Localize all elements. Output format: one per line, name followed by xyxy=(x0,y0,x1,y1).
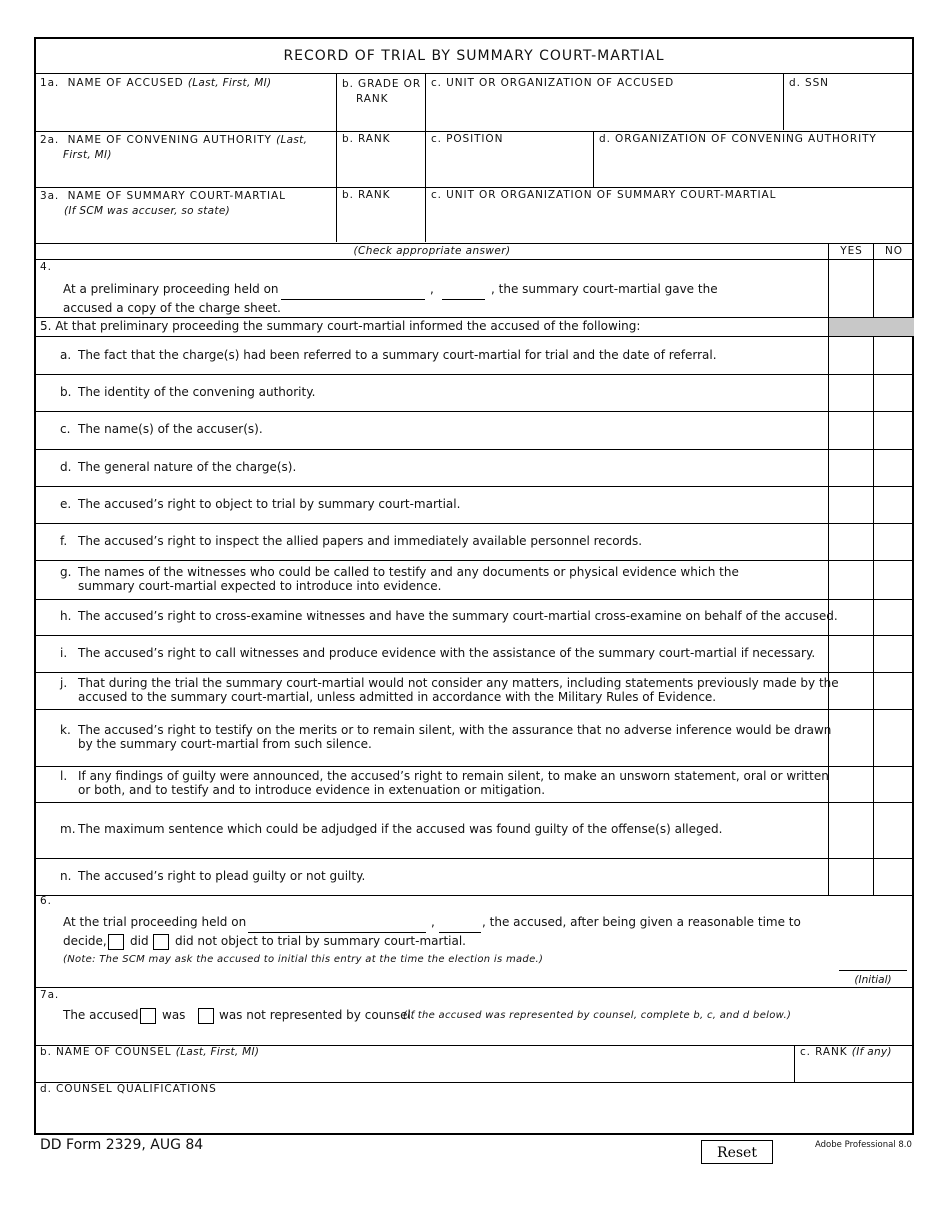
q5-item-letter: n. xyxy=(60,869,72,883)
q5-item xyxy=(36,802,828,858)
q5-item-yes-checkbox[interactable] xyxy=(829,635,873,672)
q7-was-checkbox[interactable] xyxy=(140,1008,156,1024)
q6-year-input[interactable] xyxy=(439,932,481,933)
q5-item-letter: i. xyxy=(60,646,68,660)
q5-item-text: The name(s) of the accuser(s). xyxy=(78,422,263,436)
q5-item-no-checkbox[interactable] xyxy=(874,635,914,672)
q5-item xyxy=(36,374,828,411)
q6-date-input[interactable] xyxy=(248,932,426,933)
q5-item-no-checkbox[interactable] xyxy=(874,486,914,523)
counsel-name-label: b. NAME OF COUNSEL (Last, First, MI) xyxy=(40,1046,260,1058)
q5-item-yes-checkbox[interactable] xyxy=(829,449,873,486)
q5-item-text: The names of the witnesses who could be called to testify and any documents or physical evidence which the xyxy=(78,565,739,579)
q5-item-no-checkbox[interactable] xyxy=(874,374,914,411)
q5-item-no-checkbox[interactable] xyxy=(874,766,914,802)
q5-item-letter: k. xyxy=(60,723,71,737)
q5-item-text: The accused’s right to cross-examine witnesses and have the summary court-martial cross-examine on behalf of the accused. xyxy=(78,609,838,623)
q5-item-text-cont: or both, and to testify and to introduce evidence in extenuation or mitigation. xyxy=(78,783,546,797)
q5-item-letter: a. xyxy=(60,348,72,362)
q5-item-text-cont: accused to the summary court-martial, unless admitted in accordance with the Military Rules of Evidence. xyxy=(78,690,717,704)
q5-item-letter: c. xyxy=(60,422,71,436)
q5-item-text: The accused’s right to testify on the merits or to remain silent, with the assurance that no adverse inference would be drawn xyxy=(78,723,832,737)
counsel-qualifications-label: d. COUNSEL QUALIFICATIONS xyxy=(40,1083,217,1095)
q5-item-text: The accused’s right to call witnesses and produce evidence with the assistance of the summary court-martial if necessary. xyxy=(78,646,816,660)
q5-item-no-checkbox[interactable] xyxy=(874,337,914,374)
no-header: NO xyxy=(885,245,903,257)
scm-name-label: 3a. NAME OF SUMMARY COURT-MARTIAL (If SCM was accuser, so state) xyxy=(40,190,286,217)
q5-item xyxy=(36,858,828,895)
q4-comma: , xyxy=(430,282,434,296)
ssn-label: d. SSN xyxy=(789,77,829,89)
q4-number: 4. xyxy=(40,261,52,273)
q5-item-letter: h. xyxy=(60,609,72,623)
position-label: c. POSITION xyxy=(431,133,504,145)
q4-date-input[interactable] xyxy=(281,299,425,300)
q5-item-no-checkbox[interactable] xyxy=(874,560,914,599)
q4-text-c: accused a copy of the charge sheet. xyxy=(63,301,281,315)
q7-hint: (If the accused was represented by counsel, complete b, c, and d below.) xyxy=(403,1010,792,1021)
divider xyxy=(36,317,912,318)
q5-intro: 5. At that preliminary proceeding the summary court-martial informed the accused of the following: xyxy=(40,319,641,333)
q5-item-yes-checkbox[interactable] xyxy=(829,337,873,374)
q5-item-letter: b. xyxy=(60,385,72,399)
q5-item xyxy=(36,709,832,766)
q5-item xyxy=(36,411,828,449)
accused-unit-label: c. UNIT OR ORGANIZATION OF ACCUSED xyxy=(431,77,675,89)
initial-input[interactable] xyxy=(839,970,907,971)
q5-item-no-checkbox[interactable] xyxy=(874,411,914,449)
q5-item xyxy=(36,337,828,374)
divider xyxy=(36,987,912,988)
q5-item xyxy=(36,672,839,709)
q5-item-text: The general nature of the charge(s). xyxy=(78,460,297,474)
q5-item-yes-checkbox[interactable] xyxy=(829,374,873,411)
q6-number: 6. xyxy=(40,895,52,907)
form-id: DD Form 2329, AUG 84 xyxy=(40,1137,204,1153)
q6-text-a: At the trial proceeding held on xyxy=(63,915,247,929)
divider xyxy=(36,259,912,260)
divider xyxy=(36,895,912,896)
q5-item-text: The fact that the charge(s) had been referred to a summary court-martial for trial and the date of referral. xyxy=(78,348,717,362)
q5-item-no-checkbox[interactable] xyxy=(874,858,914,895)
q5-item-text: If any findings of guilty were announced, the accused’s right to remain silent, to make an unsworn statement, oral or written xyxy=(78,769,829,783)
initial-label: (Initial) xyxy=(854,974,892,986)
q6-did-label: did xyxy=(130,934,149,948)
q5-item-text: That during the trial the summary court-martial would not consider any matters, including statements previously made by the xyxy=(78,676,839,690)
form-title: RECORD OF TRIAL BY SUMMARY COURT-MARTIAL xyxy=(283,48,665,64)
shaded-cell xyxy=(829,318,914,336)
q5-item-letter: d. xyxy=(60,460,72,474)
q5-item-yes-checkbox[interactable] xyxy=(829,411,873,449)
q5-item-text: The accused’s right to inspect the allied papers and immediately available personnel records. xyxy=(78,534,643,548)
q5-item-text: The accused’s right to plead guilty or not guilty. xyxy=(78,869,366,883)
q4-no-checkbox[interactable] xyxy=(874,260,914,317)
q5-item-letter: m. xyxy=(60,822,76,836)
q5-item-yes-checkbox[interactable] xyxy=(829,599,873,635)
divider xyxy=(36,243,912,244)
q5-item-yes-checkbox[interactable] xyxy=(829,672,873,709)
q5-item xyxy=(36,766,828,802)
yes-header: YES xyxy=(840,245,863,257)
q5-item-letter: l. xyxy=(60,769,68,783)
court-martial-form xyxy=(34,37,914,1135)
q5-item-no-checkbox[interactable] xyxy=(874,672,914,709)
grade-rank-label: b. GRADE OR RANK xyxy=(342,78,422,105)
q7-was-not-label: was not represented by counsel. xyxy=(219,1008,415,1022)
q5-item xyxy=(36,599,838,635)
q6-comma: , xyxy=(431,915,435,929)
software-credit: Adobe Professional 8.0 xyxy=(815,1140,912,1150)
q5-item xyxy=(36,560,828,599)
q5-item-letter: j. xyxy=(60,676,68,690)
q5-item-yes-checkbox[interactable] xyxy=(829,709,873,766)
q5-item-text: The identity of the convening authority. xyxy=(78,385,316,399)
q5-item-text: The accused’s right to object to trial by summary court-martial. xyxy=(78,497,461,511)
q5-item-no-checkbox[interactable] xyxy=(874,709,914,766)
q5-item-letter: g. xyxy=(60,565,72,579)
q5-item-yes-checkbox[interactable] xyxy=(829,523,873,560)
q5-item-text-cont: by the summary court-martial from such silence. xyxy=(78,737,372,751)
q5-item-yes-checkbox[interactable] xyxy=(829,486,873,523)
q6-note: (Note: The SCM may ask the accused to initial this entry at the time the election is made.) xyxy=(63,954,544,965)
q5-item-yes-checkbox[interactable] xyxy=(829,802,873,858)
rank-label: b. RANK xyxy=(342,133,391,145)
q6-did-not-label: did not object to trial by summary court-martial. xyxy=(175,934,466,948)
q5-item-letter: e. xyxy=(60,497,72,511)
q4-text-a: At a preliminary proceeding held on xyxy=(63,282,279,296)
reset-button[interactable]: Reset xyxy=(701,1140,773,1164)
q6-did-not-checkbox[interactable] xyxy=(153,934,169,950)
q7-was-label: was xyxy=(162,1008,186,1022)
convening-authority-label: 2a. NAME OF CONVENING AUTHORITY (Last, First, MI) xyxy=(40,134,308,161)
counsel-rank-label: c. RANK (If any) xyxy=(800,1046,892,1058)
q5-item-no-checkbox[interactable] xyxy=(874,523,914,560)
q5-item-no-checkbox[interactable] xyxy=(874,802,914,858)
q6-text-b: , the accused, after being given a reasonable time to xyxy=(482,915,801,929)
q5-item-yes-checkbox[interactable] xyxy=(829,560,873,599)
q4-year-input[interactable] xyxy=(442,299,485,300)
q5-item-no-checkbox[interactable] xyxy=(874,599,914,635)
q4-yes-checkbox[interactable] xyxy=(829,260,873,317)
convening-org-label: d. ORGANIZATION OF CONVENING AUTHORITY xyxy=(599,133,877,145)
q6-text-c: decide, xyxy=(63,934,107,948)
q5-item-text-cont: summary court-martial expected to introduce into evidence. xyxy=(78,579,442,593)
q7-was-not-checkbox[interactable] xyxy=(198,1008,214,1024)
q5-item-letter: f. xyxy=(60,534,68,548)
scm-unit-label: c. UNIT OR ORGANIZATION OF SUMMARY COURT-MARTIAL xyxy=(431,189,777,201)
q4-text-b: , the summary court-martial gave the xyxy=(491,282,718,296)
q5-item xyxy=(36,449,828,486)
q5-item-no-checkbox[interactable] xyxy=(874,449,914,486)
rank-label: b. RANK xyxy=(342,189,391,201)
check-instruction: (Check appropriate answer) xyxy=(353,245,511,257)
q5-item-text: The maximum sentence which could be adjudged if the accused was found guilty of the offense(s) alleged. xyxy=(78,822,723,836)
q5-item xyxy=(36,523,828,560)
q5-item xyxy=(36,486,828,523)
q7-text-a: The accused xyxy=(63,1008,139,1022)
q5-item-yes-checkbox[interactable] xyxy=(829,766,873,802)
q7-number: 7a. xyxy=(40,989,60,1001)
accused-name-label: 1a. NAME OF ACCUSED (Last, First, MI) xyxy=(40,77,272,89)
q6-did-checkbox[interactable] xyxy=(108,934,124,950)
q5-item-yes-checkbox[interactable] xyxy=(829,858,873,895)
q5-item xyxy=(36,635,828,672)
